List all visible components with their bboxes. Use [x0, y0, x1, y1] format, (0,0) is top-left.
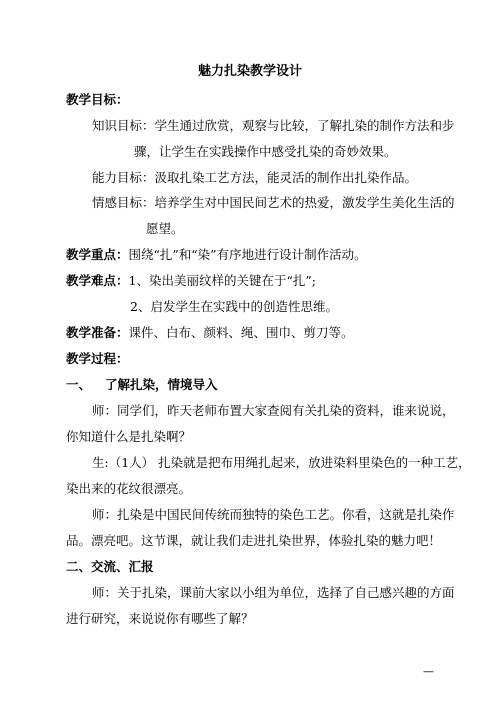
goals-heading: 教学目标：	[66, 92, 129, 107]
section-2-heading: 二、交流、汇报	[66, 559, 154, 574]
section-1-paragraph-3: 师：扎染是中国民间传统而独特的染色工艺。你看，这就是扎染作	[92, 507, 455, 522]
difficulty	[66, 273, 316, 289]
section-1-paragraph-3-continued: 品。漂亮吧。这节课，就让我们走进扎染世界，体验扎染的魅力吧！	[66, 533, 442, 548]
section-1-paragraph-1: 师：同学们，昨天老师布置大家查阅有关扎染的资料，谁来说说，	[92, 403, 455, 418]
emotion-goal	[92, 195, 455, 211]
section-1-title: 了解扎染，情境导入	[105, 377, 218, 392]
difficulty-label: 教学难点：	[66, 273, 129, 288]
process-heading: 教学过程：	[66, 351, 129, 366]
emotion-goal-text: 培养学生对中国民间艺术的热爱，激发学生美化生活的	[154, 195, 455, 210]
preparation-text: 课件、白布、颜料、绳、围巾、剪刀等。	[128, 325, 354, 340]
ability-goal-label: 能力目标：	[92, 170, 155, 185]
section-2-paragraph-1: 师：关于扎染，课前大家以小组为单位，选择了自己感兴趣的方面	[92, 585, 455, 600]
document-title: 魅力扎染教学设计	[197, 64, 302, 79]
section-2-paragraph-1-continued: 进行研究，来说说你有哪些了解？	[66, 611, 254, 626]
key-point-text: 围绕“扎”和“染”有序地进行设计制作活动。	[128, 247, 367, 262]
section-1-paragraph-2: 生:（1人） 扎染就是把布用绳扎起来，放进染料里染色的一种工艺，	[92, 455, 471, 470]
ability-goal-text: 汲取扎染工艺方法，能灵活的制作出扎染作品。	[154, 170, 418, 185]
key-point	[66, 247, 367, 263]
section-1-number: 一、	[66, 377, 92, 392]
difficulty-item-1: 1、染出美丽纹样的关键在于“扎”;	[128, 273, 316, 288]
key-point-label: 教学重点：	[66, 247, 129, 262]
page-mark: —	[423, 665, 434, 678]
section-1-heading	[66, 377, 218, 393]
difficulty-item-2: 2、启发学生在实践中的创造性思维。	[130, 299, 338, 314]
section-1-paragraph-1-continued: 你知道什么是扎染啊？	[66, 429, 192, 444]
emotion-goal-label: 情感目标：	[92, 195, 155, 210]
knowledge-goal-label: 知识目标：	[92, 118, 155, 133]
section-1-paragraph-2-continued: 染出来的花纹很漂亮。	[66, 481, 192, 496]
knowledge-goal-text: 学生通过欣赏，观察与比较，了解扎染的制作方法和步	[154, 118, 455, 133]
knowledge-goal-continued: 骤，让学生在实践操作中感受扎染的奇妙效果。	[134, 144, 397, 159]
knowledge-goal	[92, 118, 455, 134]
preparation	[66, 325, 354, 341]
emotion-goal-continued: 愿望。	[146, 221, 184, 236]
preparation-label: 教学准备：	[66, 325, 129, 340]
ability-goal	[92, 170, 417, 186]
